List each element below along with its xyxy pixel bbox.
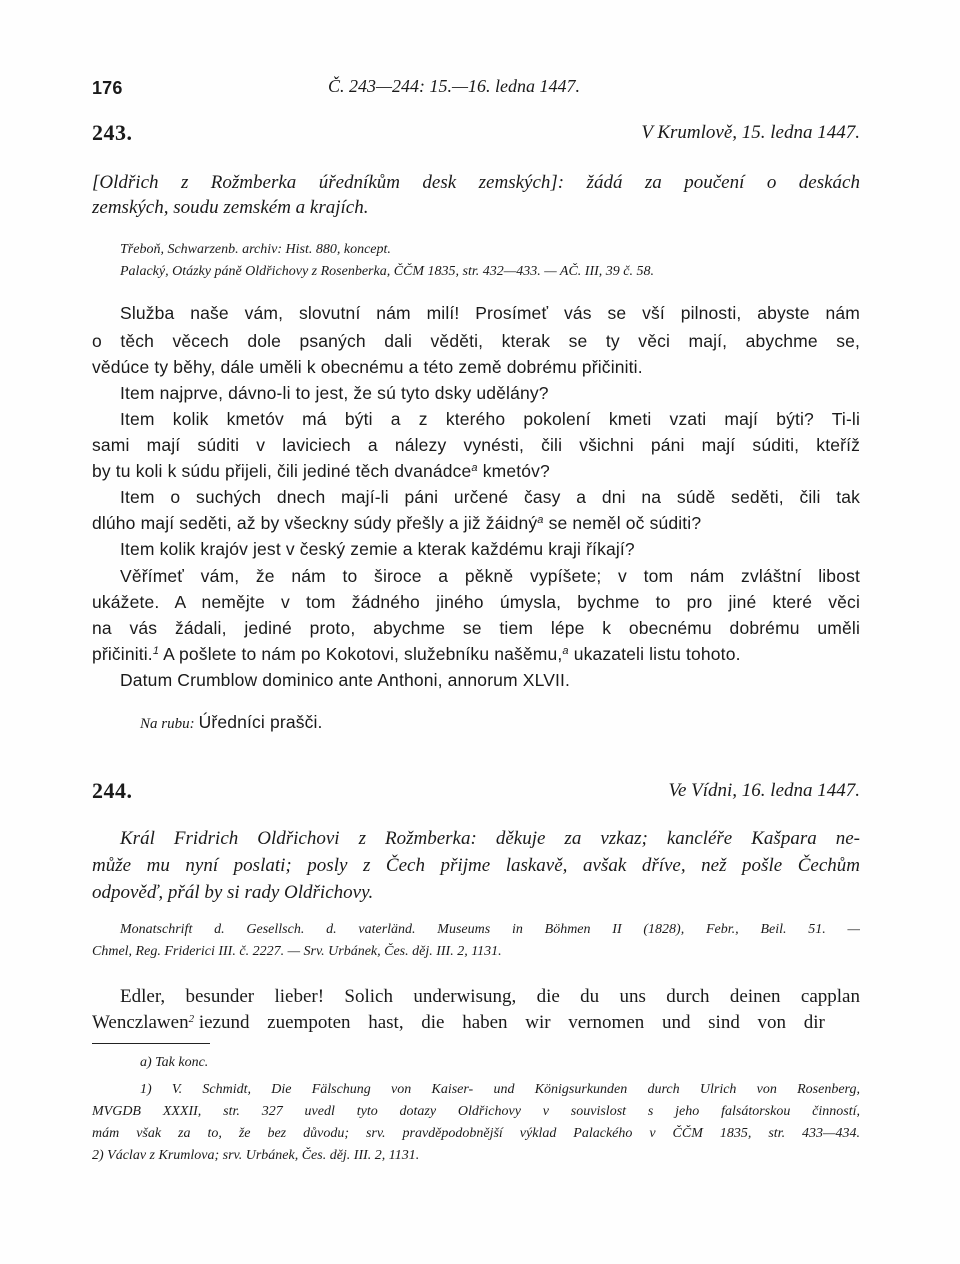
footnote-2: 2) Václav z Krumlova; srv. Urbánek, Čes. děj. III. 2, 1131. xyxy=(92,1148,420,1163)
doc243-text-line: ukážete. A nemějte v tom žádného jiného úmysla, bychme to pro jiné které věci xyxy=(92,592,860,612)
page-number: 176 xyxy=(92,78,123,98)
doc243-text-line: sami mají súditi v laviciech a nálezy vynésti, čili všichni páni mají súditi, kteříž xyxy=(92,435,860,455)
doc244-regest-line: odpověď, přál by si rady Oldřichovy. xyxy=(92,882,374,903)
doc243-text-line: na vás žádali, jediné proto, abychme se tiem lépe k obecnému dobrému uměli xyxy=(92,618,860,638)
doc243-text-line: vědúce ty běhy, dále uměli k obecnému a této země dobrému přičiniti. xyxy=(92,357,643,377)
doc243-text-line: přičiniti.$^1$ A pošlete to nám po Kokotovi, služebníku našěmu,$^a$ ukazateli listu tohoto. xyxy=(92,644,741,664)
footnote-mark-a: a xyxy=(471,462,478,474)
running-title: Č. 243—244: 15.—16. ledna 1447. xyxy=(328,76,580,96)
doc244-regest-line: může mu nyní poslati; posly z Čech přijme laskavě, avšak dříve, než pošle Čechům xyxy=(92,855,860,876)
footnote-divider xyxy=(92,1043,210,1044)
doc243-text-line: o těch věcech dole psaných dali věděti, kterak se ty věci mají, abychme se, xyxy=(92,331,860,351)
doc244-regest-line: Král Fridrich Oldřichovi z Rožmberka: děkuje za vzkaz; kancléře Kašpara ne- xyxy=(120,828,860,849)
doc243-text-line: Item o suchých dnech mají-li páni určené časy a dni na súdě seděti, čili tak xyxy=(120,487,860,507)
doc243-text-line: Item kolik krajóv jest v český zemie a kterak každému kraji říkají? xyxy=(120,539,635,559)
footnote-a: a) Tak konc. xyxy=(140,1055,209,1070)
doc243-regest-line: [Oldřich z Rožmberka úředníkům desk zemských]: žádá za poučení o deskách xyxy=(92,172,860,193)
footnote-mark-1: 1 xyxy=(152,645,160,657)
doc243-regest-line: zemských, soudu zemském a krajích. xyxy=(92,197,369,218)
doc244-place-date: Ve Vídni, 16. ledna 1447. xyxy=(668,780,860,801)
doc244-text-line: Edler, besunder lieber! Solich underwisung, die du uns durch deinen capplan xyxy=(120,986,860,1007)
doc243-text-line: Datum Crumblow dominico ante Anthoni, annorum XLVII. xyxy=(120,670,571,690)
doc243-number: 243. xyxy=(92,120,133,145)
verso-text: Úředníci prašči. xyxy=(198,712,323,732)
footnote-1-line: 1) V. Schmidt, Die Fälschung von Kaiser- und Königsurkunden durch Ulrich von Rosenberg, xyxy=(140,1082,860,1097)
doc244-source-line: Monatschrift d. Gesellsch. d. vaterländ. Museums in Böhmen II (1828), Febr., Beil. 51. — xyxy=(120,922,860,937)
footnote-mark-a: a xyxy=(562,645,569,657)
footnote-1-line: mám však za to, že bez důvodu; srv. pravděpodobnější výklad Palackého v ČČM 1835, str. 433—434. xyxy=(92,1126,860,1141)
doc243-text-line: Služba naše vám, slovutní nám milí! Prosímeť vás se vší pilnosti, abyste nám xyxy=(120,303,860,323)
doc243-verso xyxy=(140,712,323,733)
doc244-source-line: Chmel, Reg. Friderici III. č. 2227. — Srv. Urbánek, Čes. děj. III. 2, 1131. xyxy=(92,944,502,959)
doc243-source-line: Třeboň, Schwarzenb. archiv: Hist. 880, koncept. xyxy=(120,242,391,257)
doc244-number: 244. xyxy=(92,778,133,803)
doc243-text-line: dlúho mají seděti, až by všeckny súdy přešly a již žáidný$^a$ se neměl oč súditi? xyxy=(92,513,702,533)
footnote-1-line: MVGDB XXXII, str. 327 uvedl tyto dotazy Oldřichovy v souvislost s jeho falsátorskou činností, xyxy=(92,1104,860,1119)
footnote-mark-2: 2 xyxy=(188,1013,195,1025)
doc243-place-date: V Krumlově, 15. ledna 1447. xyxy=(641,122,860,143)
doc243-text-line: Item najprve, dávno-li to jest, že sú tyto dsky udělány? xyxy=(120,383,549,403)
doc243-text-line: Věřímeť vám, že nám to široce a pěkně vypíšete; v tom nám zvláštní libost xyxy=(120,566,860,586)
doc243-text-line: Item kolik kmetóv má býti a z kterého pokolení kmeti vzati mají býti? Ti-li xyxy=(120,409,860,429)
footnote-mark-a: a xyxy=(537,514,544,526)
doc243-text-line: by tu koli k súdu přijeli, čili jediné těch dvanádce$^a$ kmetóv? xyxy=(92,461,550,481)
verso-label: Na rubu: xyxy=(140,716,195,732)
doc244-text-line: Wenczlawen$^2$ iezund zuempoten hast, die haben wir vernomen und sind von dir xyxy=(92,1012,825,1033)
doc243-source-line: Palacký, Otázky páně Oldřichovy z Rosenberka, ČČM 1835, str. 432—433. — AČ. III, 39 č. 58. xyxy=(120,264,654,279)
